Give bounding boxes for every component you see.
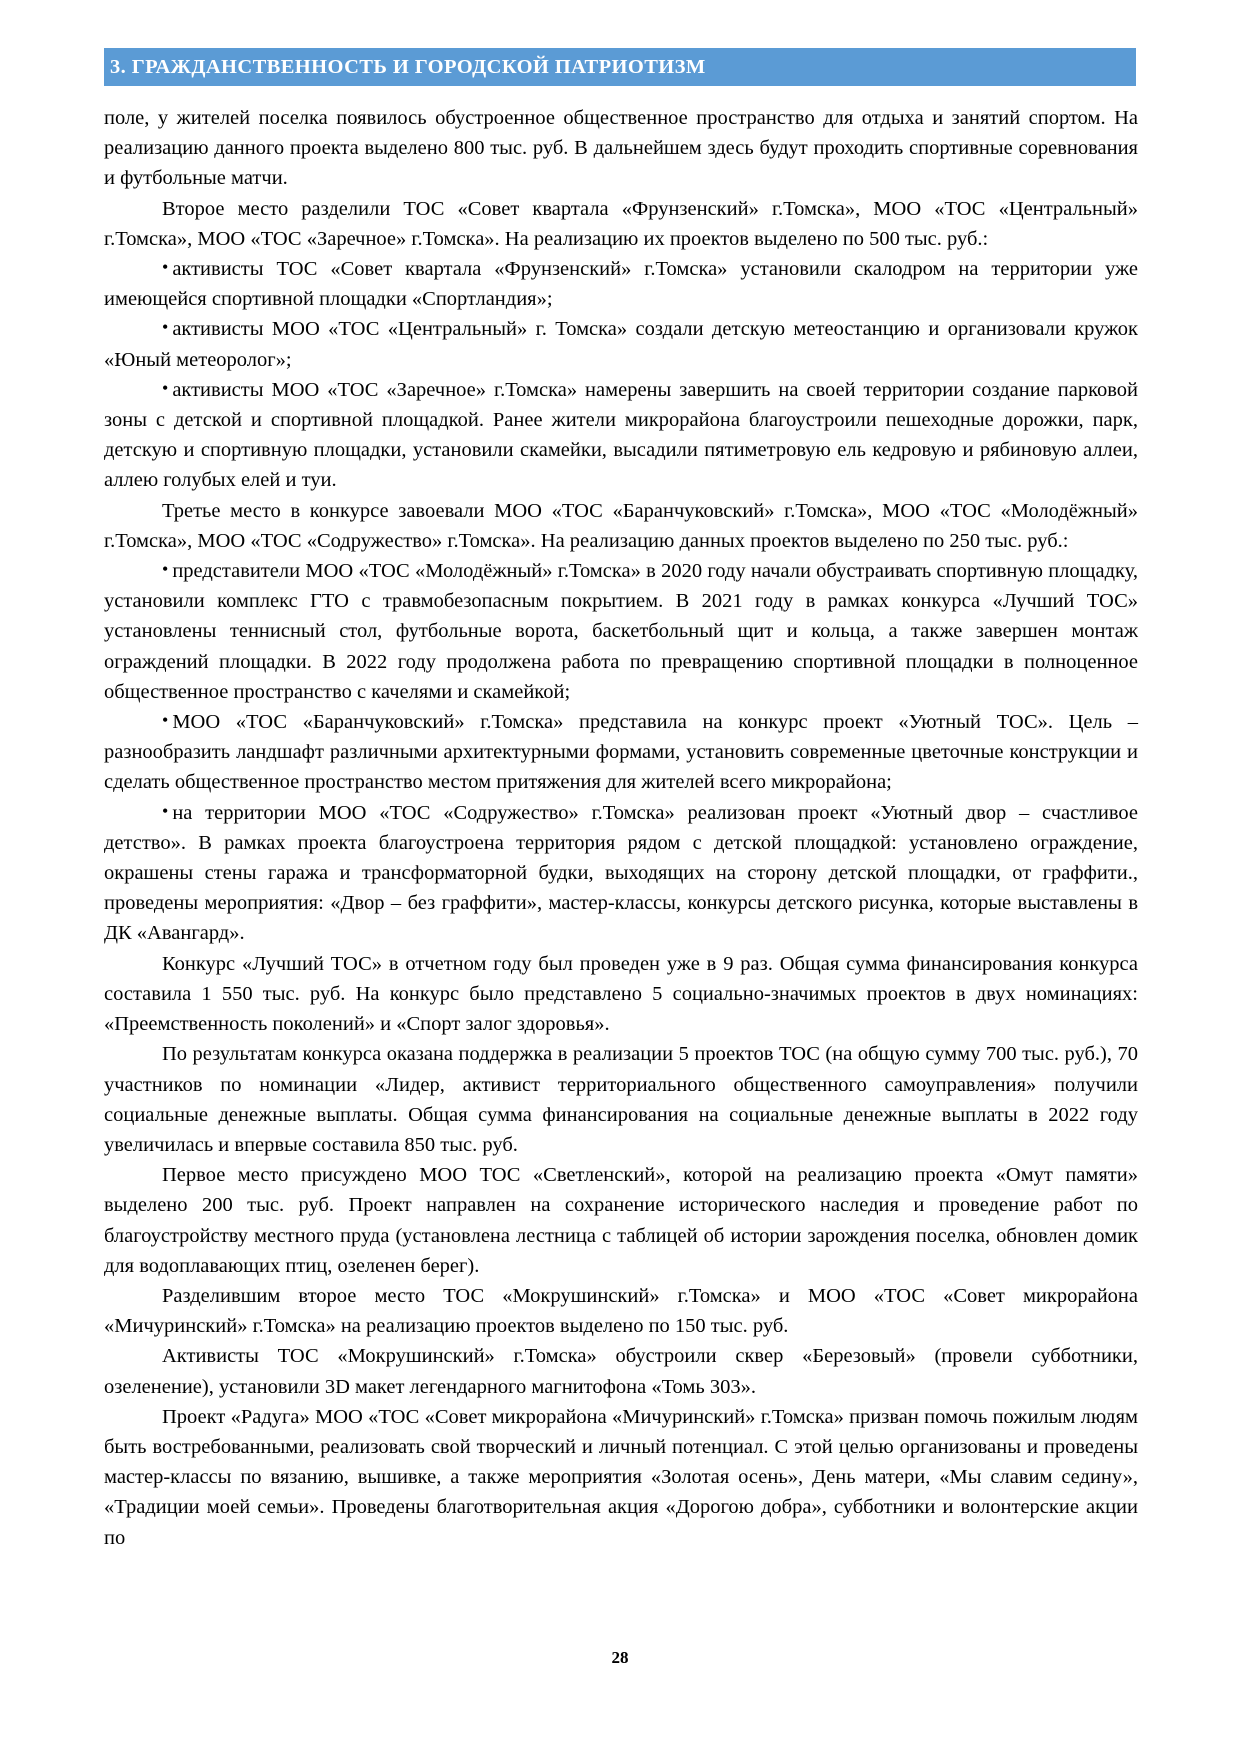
bullet-text: активисты МОО «ТОС «Центральный» г. Томска» создали детскую метеостанцию и организовали кружок «Юный метеоролог»; (104, 318, 1138, 371)
bullet-paragraph (104, 707, 1138, 798)
bullet-text: активисты МОО «ТОС «Заречное» г.Томска» намерены завершить на своей территории создание парковой зоны с детской и спортивной площадкой. Ранее жители микрорайона благоустроили пешеходные дорожки, парк, детскую и спортивную площадки, установили скамейки, высадили пятиметровую ель кедровую и рябиновую аллеи, аллею голубых елей и туи. (104, 378, 1138, 492)
bullet-icon: • (162, 256, 169, 277)
paragraph: Разделившим второе место ТОС «Мокрушинский» г.Томска» и МОО «ТОС «Совет микрорайона «Мичуринский» г.Томска» на реализацию проектов выделено по 150 тыс. руб. (104, 1284, 1138, 1338)
section-title: 3. ГРАЖДАНСТВЕННОСТЬ И ГОРОДСКОЙ ПАТРИОТИЗМ (110, 55, 706, 78)
bullet-paragraph (104, 556, 1138, 707)
paragraph: По результатам конкурса оказана поддержка в реализации 5 проектов ТОС (на общую сумму 700 тыс. руб.), 70 участников по номинации «Лидер, активист территориального общественного самоуправления» получили социальные денежные выплаты. Общая сумма финансирования на социальные денежные выплаты в 2022 году увеличилась и впервые составила 850 тыс. руб. (104, 1043, 1138, 1156)
paragraph: Конкурс «Лучший ТОС» в отчетном году был проведен уже в 9 раз. Общая сумма финансирования конкурса составила 1 550 тыс. руб. На конкурс было представлено 5 социально-значимых проектов в двух номинациях: «Преемственность поколений» и «Спорт залог здоровья». (104, 952, 1138, 1036)
bullet-paragraph (104, 375, 1138, 496)
bullet-text: представители МОО «ТОС «Молодёжный» г.Томска» в 2020 году начали обустраивать спортивную площадку, установили комплекс ГТО с травмобезопасным покрытием. В 2021 году в рамках конкурса «Лучший ТОС» установлены теннисный стол, футбольные ворота, баскетбольный щит и кольца, а также завершен монтаж ограждений площадки. В 2022 году продолжена работа по превращению спортивной площадки в полноценное общественное пространство с качелями и скамейкой; (104, 560, 1138, 703)
bullet-text: на территории МОО «ТОС «Содружество» г.Томска» реализован проект «Уютный двор – счастливое детство». В рамках проекта благоустроена территория рядом с детской площадкой: установлено ограждение, окрашены стены гаража и трансформаторной будки, выходящих на сторону детской площадки, от граффити., проведены мероприятия: «Двор – без граффити», мастер-классы, конкурсы детского рисунка, которые выставлены в ДК «Авангард». (104, 801, 1138, 945)
bullet-icon: • (162, 377, 169, 398)
section-header-band (104, 48, 1136, 86)
bullet-text: МОО «ТОС «Баранчуковский» г.Томска» представила на конкурс проект «Уютный ТОС». Цель – разнообразить ландшафт различными архитектурными формами, установить современные цветочные конструкции и сделать общественное пространство местом притяжения для жителей всего микрорайона; (104, 711, 1138, 794)
document-body (104, 103, 1138, 1553)
bullet-icon: • (162, 317, 169, 338)
paragraph: Второе место разделили ТОС «Совет квартала «Фрунзенский» г.Томска», МОО «ТОС «Центральный» г.Томска», МОО «ТОС «Заречное» г.Томска». На реализацию их проектов выделено по 500 тыс. руб.: (104, 197, 1138, 250)
bullet-paragraph (104, 798, 1138, 949)
bullet-icon: • (162, 558, 169, 579)
paragraph: Активисты ТОС «Мокрушинский» г.Томска» обустроили сквер «Березовый» (провели субботники, озеленение), установили 3D макет легендарного магнитофона «Томь 303». (104, 1345, 1138, 1398)
paragraph: поле, у жителей поселка появилось обустроенное общественное пространство для отдыха и занятий спортом. На реализацию данного проекта выделено 800 тыс. руб. В дальнейшем здесь будут проходить спортивные соревнования и футбольные матчи. (104, 107, 1138, 190)
paragraph: Проект «Радуга» МОО «ТОС «Совет микрорайона «Мичуринский» г.Томска» призван помочь пожилым людям быть востребованными, реализовать свой творческий и личный потенциал. С этой целью организованы и проведены мастер-классы по вязанию, вышивке, а также мероприятия «Золотая осень», День матери, «Мы славим седину», «Традиции моей семьи». Проведены благотворительная акция «Дорогою добра», субботники и волонтерские акции по (104, 1405, 1138, 1549)
bullet-text: активисты ТОС «Совет квартала «Фрунзенский» г.Томска» установили скалодром на территории уже имеющейся спортивной площадки «Спортландия»; (104, 258, 1138, 311)
paragraph: Третье место в конкурсе завоевали МОО «ТОС «Баранчуковский» г.Томска», МОО «ТОС «Молодёжный» г.Томска», МОО «ТОС «Содружество» г.Томска». На реализацию данных проектов выделено по 250 тыс. руб.: (104, 499, 1138, 552)
bullet-paragraph (104, 314, 1138, 374)
bullet-icon: • (162, 800, 169, 821)
page-number: 28 (611, 1648, 629, 1667)
bullet-icon: • (162, 709, 169, 730)
bullet-paragraph (104, 254, 1138, 314)
paragraph: Первое место присуждено МОО ТОС «Светленский», которой на реализацию проекта «Омут памяти» выделено 200 тыс. руб. Проект направлен на сохранение исторического наследия и проведение работ по благоустройству местного пруда (установлена лестница с таблицей об истории зарождения поселка, обновлен домик для водоплавающих птиц, озеленен берег). (104, 1164, 1138, 1277)
